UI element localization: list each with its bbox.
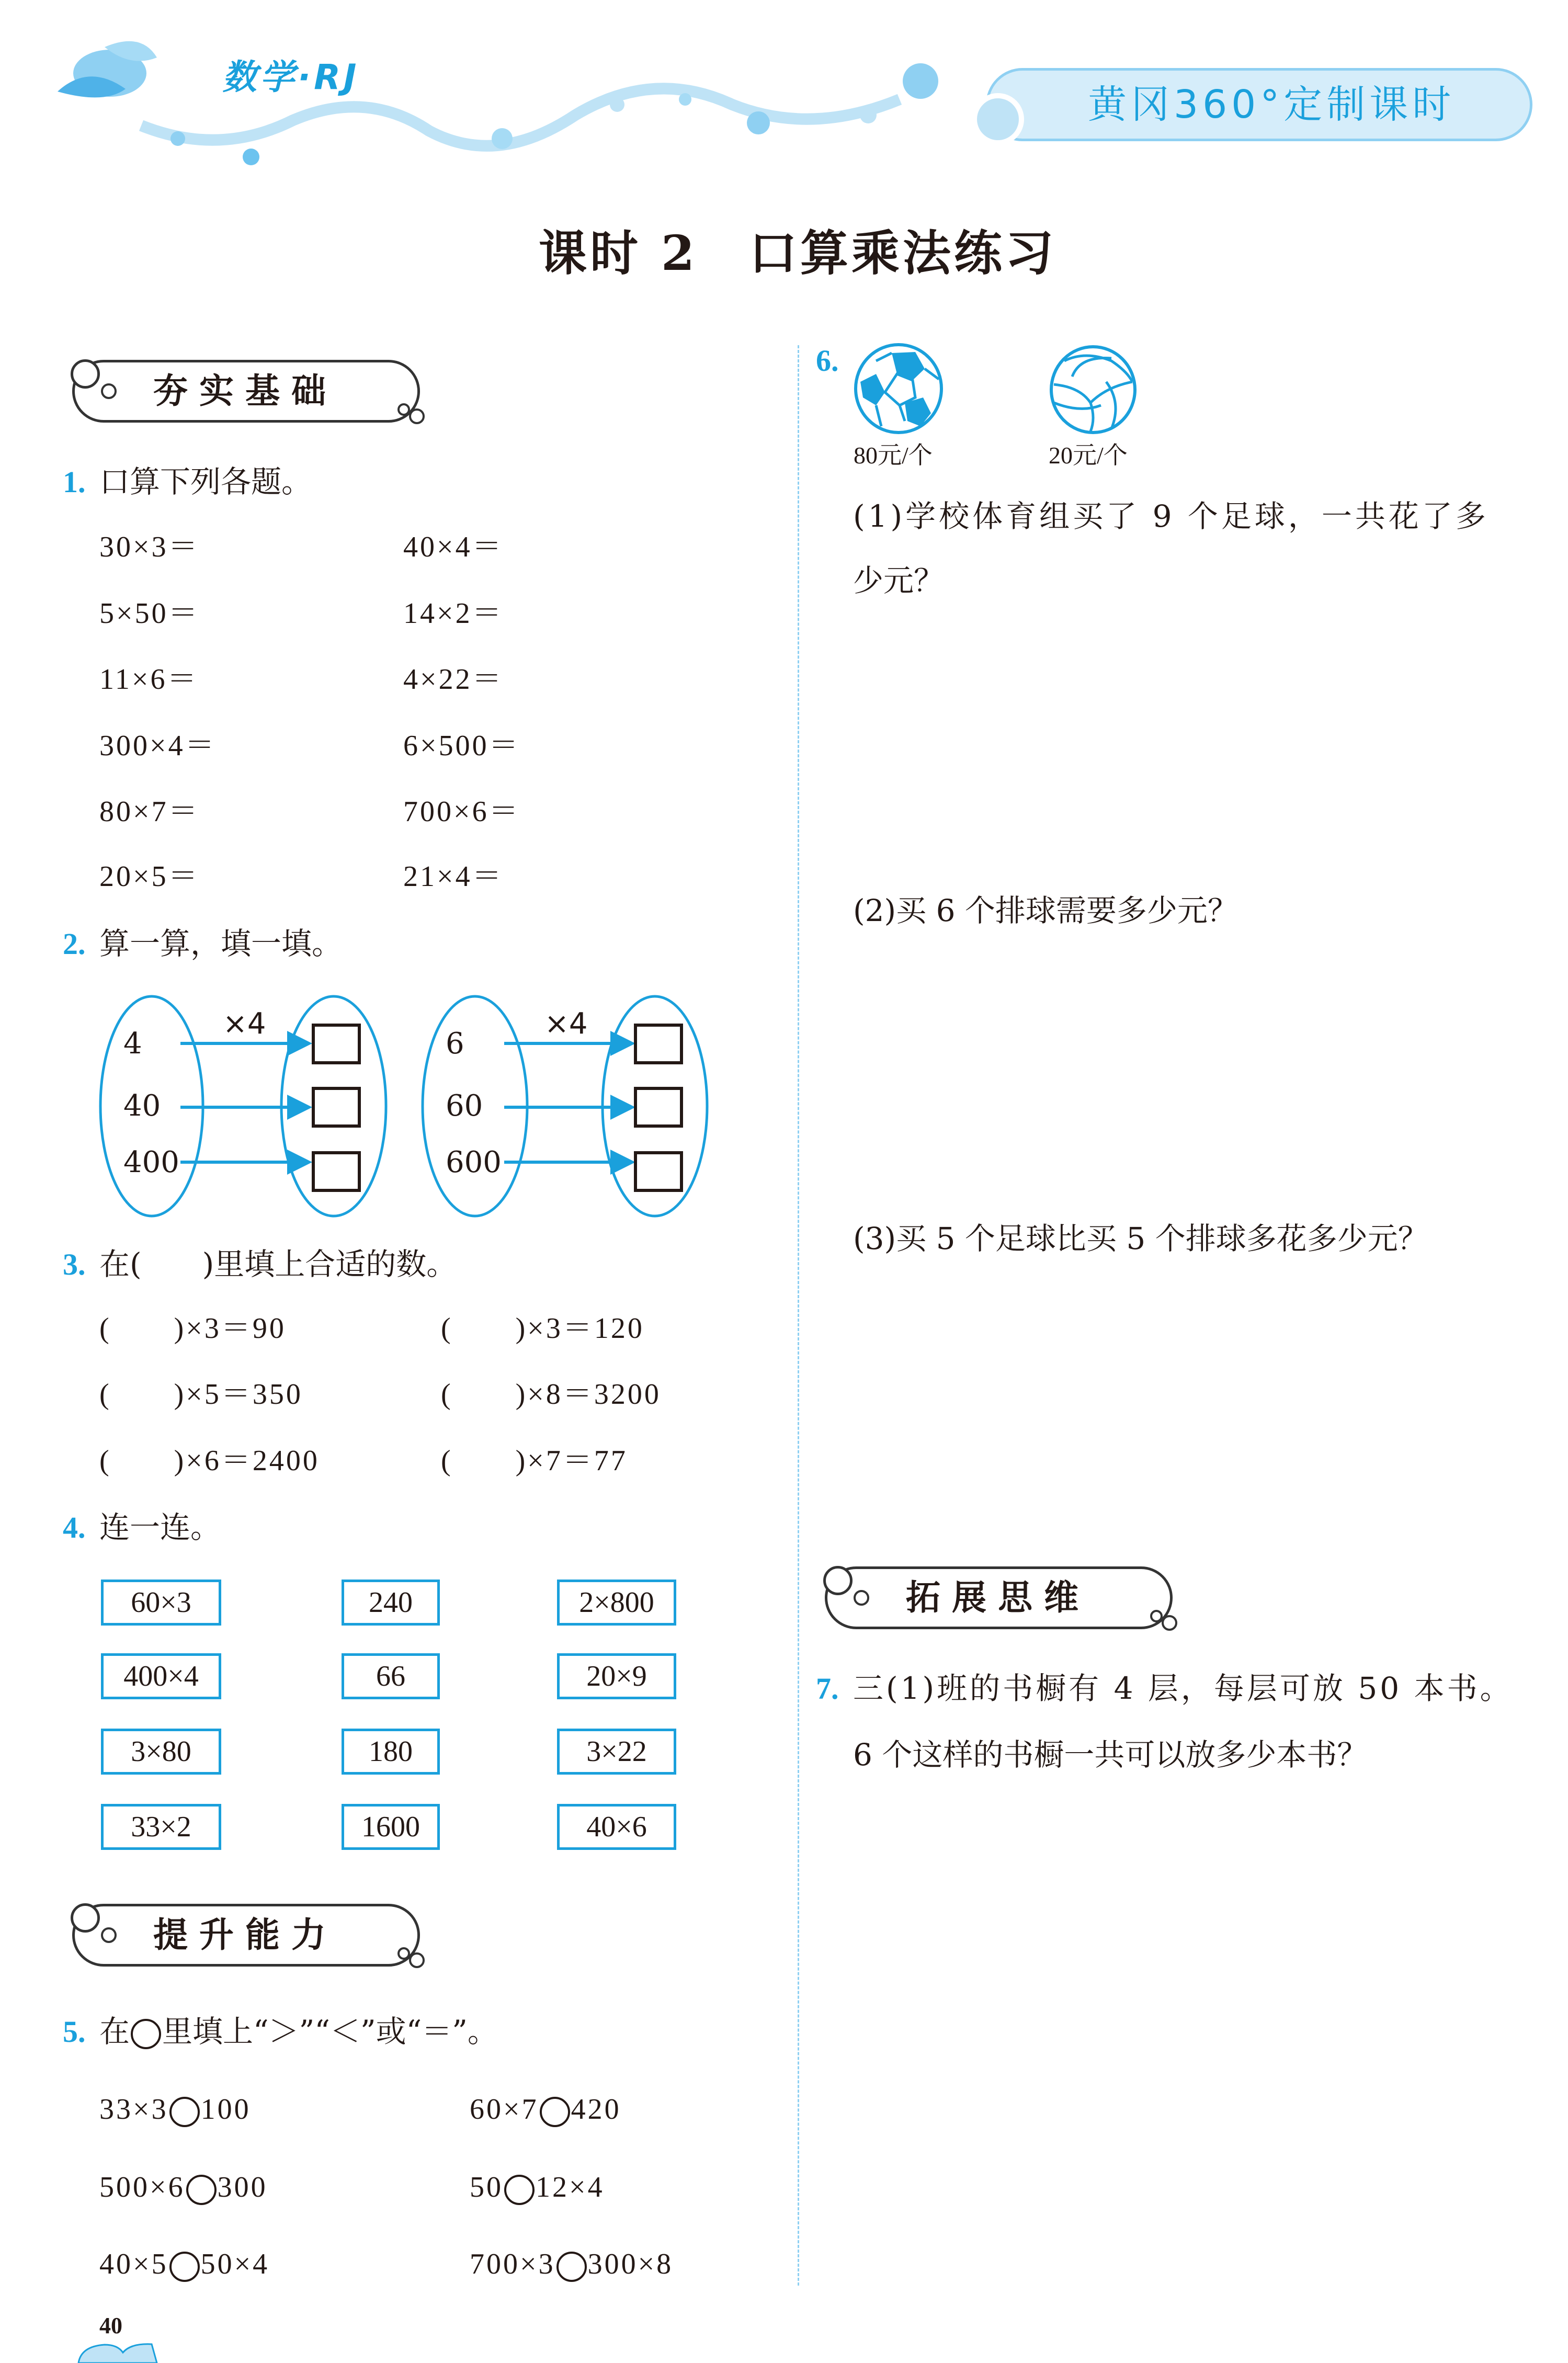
input-value: 6 xyxy=(446,1027,464,1061)
compare-circle[interactable] xyxy=(504,2175,535,2205)
fill-blank-expression[interactable]: ( )×3＝120 xyxy=(441,1312,644,1345)
q7-number xyxy=(816,1673,839,1704)
answer-box[interactable] xyxy=(634,1151,683,1192)
soccer-ball-price: 80元/个 xyxy=(854,442,933,469)
expression: 30×3＝ xyxy=(99,531,200,563)
compare-circle[interactable] xyxy=(540,2097,570,2127)
input-value: 600 xyxy=(446,1145,502,1179)
compare-item: 40×5 50×4 xyxy=(99,2250,269,2282)
match-box-value[interactable]: 66 xyxy=(342,1653,440,1699)
page-title: 课时 2 口算乘法练习 xyxy=(539,225,1057,281)
question-number: 6. xyxy=(816,344,839,378)
answer-box[interactable] xyxy=(312,1024,361,1064)
section-title: 拓展思维 xyxy=(906,1577,1090,1618)
match-box-expression[interactable]: 40×6 xyxy=(557,1804,676,1850)
input-value: 60 xyxy=(446,1089,483,1123)
question-number: 2. xyxy=(63,927,86,961)
page-number: 40 xyxy=(99,2313,122,2338)
fill-blank-expression[interactable]: ( )×8＝3200 xyxy=(441,1378,661,1411)
q6-part3: (3)买 5 个足球比买 5 个排球多花多少元？ xyxy=(853,1221,1428,1256)
section-title: 夯实基础 xyxy=(153,371,337,411)
match-box-expression[interactable]: 3×22 xyxy=(557,1729,676,1775)
banner-text: 黄冈360°定制课时 xyxy=(1088,82,1456,127)
q6-number xyxy=(816,345,839,376)
soccer-ball-icon xyxy=(853,343,945,435)
compare-circle[interactable] xyxy=(556,2252,587,2282)
match-box-expression[interactable]: 33×2 xyxy=(101,1804,221,1850)
fill-blank-expression[interactable]: ( )×5＝350 xyxy=(99,1378,303,1411)
match-box-value[interactable]: 180 xyxy=(342,1729,440,1775)
question-number: 7. xyxy=(816,1672,839,1706)
question-number: 3. xyxy=(63,1247,86,1281)
compare-circle[interactable] xyxy=(169,2252,200,2282)
prompt-text: 里填上“＞”“＜”或“＝”。 xyxy=(162,2014,498,2049)
fill-blank-expression[interactable]: ( )×3＝90 xyxy=(99,1312,286,1345)
q3-prompt: 在( )里填上合适的数。 xyxy=(99,1246,457,1282)
q3-number xyxy=(63,1249,86,1279)
compare-item: 60×7 420 xyxy=(470,2095,621,2127)
compare-item: 700×3 300×8 xyxy=(470,2250,673,2282)
fill-blank-expression[interactable]: ( )×7＝77 xyxy=(441,1445,628,1477)
compare-item: 33×3 100 xyxy=(99,2095,251,2127)
operator-label: ×4 xyxy=(223,1007,266,1041)
q7-line2: 6 个这样的书橱一共可以放多少本书？ xyxy=(853,1737,1368,1773)
q5-prompt xyxy=(99,2016,498,2047)
banner-circle xyxy=(972,93,1024,145)
input-value: 40 xyxy=(123,1089,161,1123)
section-header-expand xyxy=(825,1566,1173,1629)
match-box-expression[interactable]: 3×80 xyxy=(101,1729,221,1775)
input-value: 4 xyxy=(123,1027,142,1061)
q6-part1-line1: (1)学校体育组买了 9 个足球，一共花了多 xyxy=(853,498,1489,534)
expression: 4×22＝ xyxy=(403,663,504,696)
prompt-text: 在 xyxy=(99,2014,130,2049)
question-number: 4. xyxy=(63,1510,86,1544)
expression: 5×50＝ xyxy=(99,597,200,630)
match-box-expression[interactable]: 20×9 xyxy=(557,1653,676,1699)
q1-prompt: 口算下列各题。 xyxy=(99,464,312,499)
volleyball-icon xyxy=(1049,345,1138,434)
question-number: 5. xyxy=(63,2015,86,2049)
expression: 6×500＝ xyxy=(403,730,520,762)
match-box-expression[interactable]: 2×800 xyxy=(557,1580,676,1626)
compare-item: 50 12×4 xyxy=(470,2173,605,2205)
q4-number xyxy=(63,1512,86,1542)
match-box-expression[interactable]: 60×3 xyxy=(101,1580,221,1626)
answer-box[interactable] xyxy=(312,1151,361,1192)
q6-part2: (2)买 6 个排球需要多少元？ xyxy=(853,893,1238,928)
column-divider xyxy=(798,345,799,2286)
volleyball-price: 20元/个 xyxy=(1049,442,1128,469)
q5-number xyxy=(63,2016,86,2047)
expression: 80×7＝ xyxy=(99,796,200,828)
expression: 300×4＝ xyxy=(99,730,217,762)
compare-item: 500×6 300 xyxy=(99,2173,268,2205)
answer-box[interactable] xyxy=(312,1087,361,1128)
expression: 14×2＝ xyxy=(403,597,504,630)
question-number: 1. xyxy=(63,465,86,499)
expression: 40×4＝ xyxy=(403,531,504,563)
mapping-diagram xyxy=(0,0,785,1255)
input-value: 400 xyxy=(123,1145,179,1179)
answer-box[interactable] xyxy=(634,1087,683,1128)
fill-blank-expression[interactable]: ( )×6＝2400 xyxy=(99,1445,320,1477)
answer-box[interactable] xyxy=(634,1024,683,1064)
section-header-improve xyxy=(72,1904,420,1967)
expression: 21×4＝ xyxy=(403,860,504,893)
compare-circle[interactable] xyxy=(186,2175,217,2205)
match-box-expression[interactable]: 400×4 xyxy=(101,1653,221,1699)
expression: 11×6＝ xyxy=(99,663,199,696)
subject-label: 数学·RJ xyxy=(222,57,360,97)
circle-icon xyxy=(131,2019,161,2049)
match-box-value[interactable]: 1600 xyxy=(342,1804,440,1850)
section-title: 提升能力 xyxy=(153,1915,337,1955)
compare-circle[interactable] xyxy=(169,2097,200,2127)
q4-prompt: 连一连。 xyxy=(99,1509,221,1545)
book-icon xyxy=(73,2342,173,2363)
q2-prompt: 算一算，填一填。 xyxy=(99,926,343,961)
q6-part1-line2: 少元？ xyxy=(853,563,945,598)
match-box-value[interactable]: 240 xyxy=(342,1580,440,1626)
q7-line1: 三(1)班的书橱有 4 层，每层可放 50 本书。 xyxy=(853,1671,1513,1706)
operator-label: ×4 xyxy=(544,1007,588,1041)
expression: 700×6＝ xyxy=(403,796,520,828)
expression: 20×5＝ xyxy=(99,860,200,893)
